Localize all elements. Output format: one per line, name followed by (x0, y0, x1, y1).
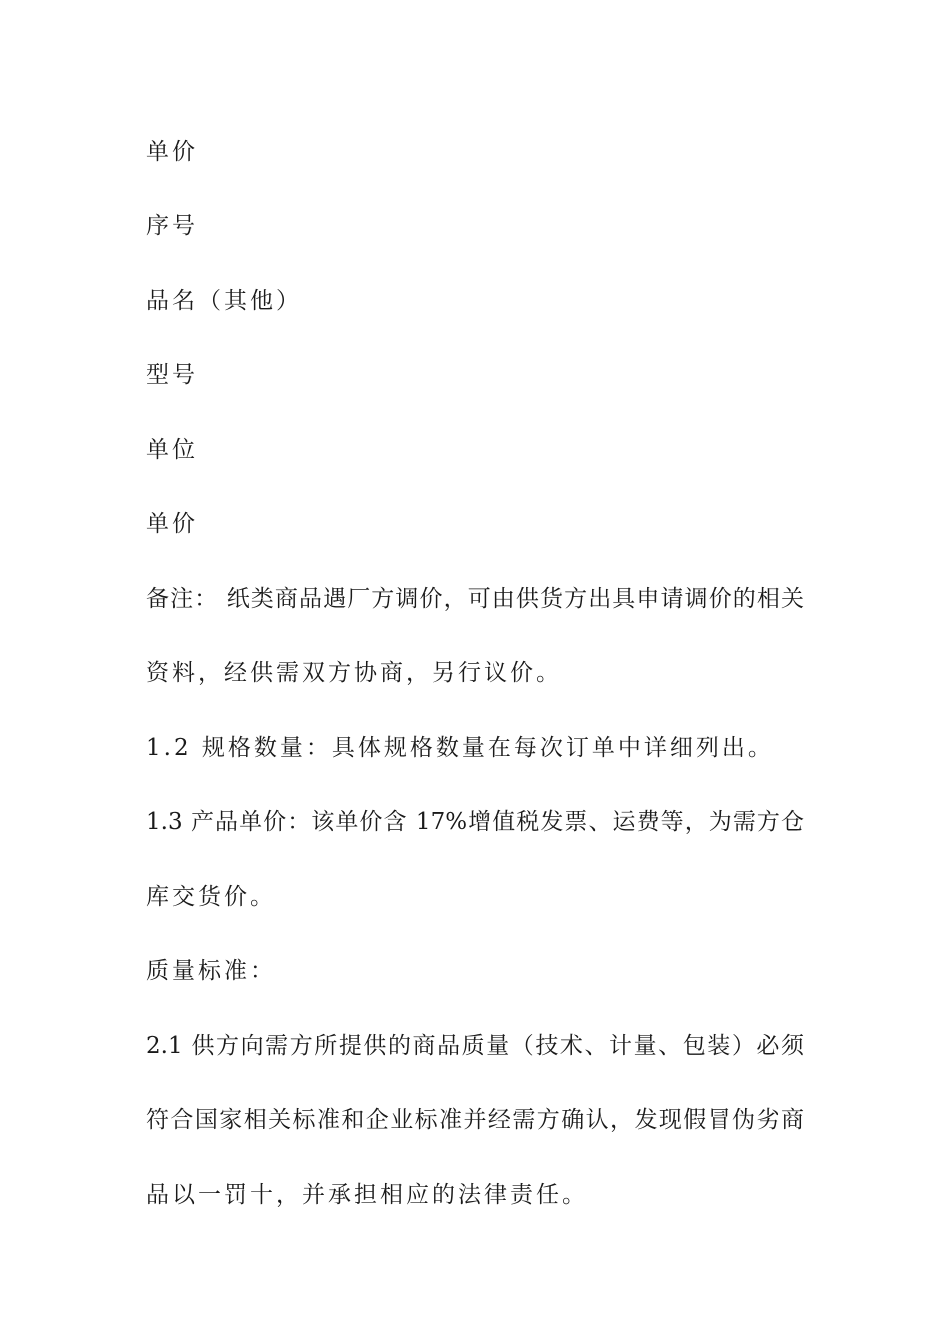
text-line-quality-clause-cont: 符合国家相关标准和企业标准并经需方确认，发现假冒伪劣商 (146, 1107, 804, 1133)
text-line-unit-price-2: 单价 (146, 511, 198, 537)
text-line-remark: 备注： 纸类商品遇厂方调价，可由供货方出具申请调价的相关 (146, 586, 804, 612)
text-line-product-price: 1.3 产品单价：该单价含 17%增值税发票、运费等，为需方仓 (146, 809, 804, 835)
text-line-product-price-cont: 库交货价。 (146, 884, 276, 910)
text-line-product-name: 品名（其他） (146, 288, 302, 314)
text-line-model: 型号 (146, 362, 198, 388)
text-line-quality-clause-end: 品以一罚十，并承担相应的法律责任。 (146, 1182, 588, 1208)
text-line-unit-price-1: 单价 (146, 139, 198, 165)
text-line-unit: 单位 (146, 437, 198, 463)
text-line-quality-clause: 2.1 供方向需方所提供的商品质量（技术、计量、包装）必须 (146, 1033, 804, 1059)
text-line-quality-standard: 质量标准： (146, 958, 276, 984)
text-line-serial-number: 序号 (146, 213, 198, 239)
text-line-remark-cont: 资料，经供需双方协商，另行议价。 (146, 660, 562, 686)
text-line-spec-quantity: 1.2 规格数量：具体规格数量在每次订单中详细列出。 (146, 735, 774, 761)
